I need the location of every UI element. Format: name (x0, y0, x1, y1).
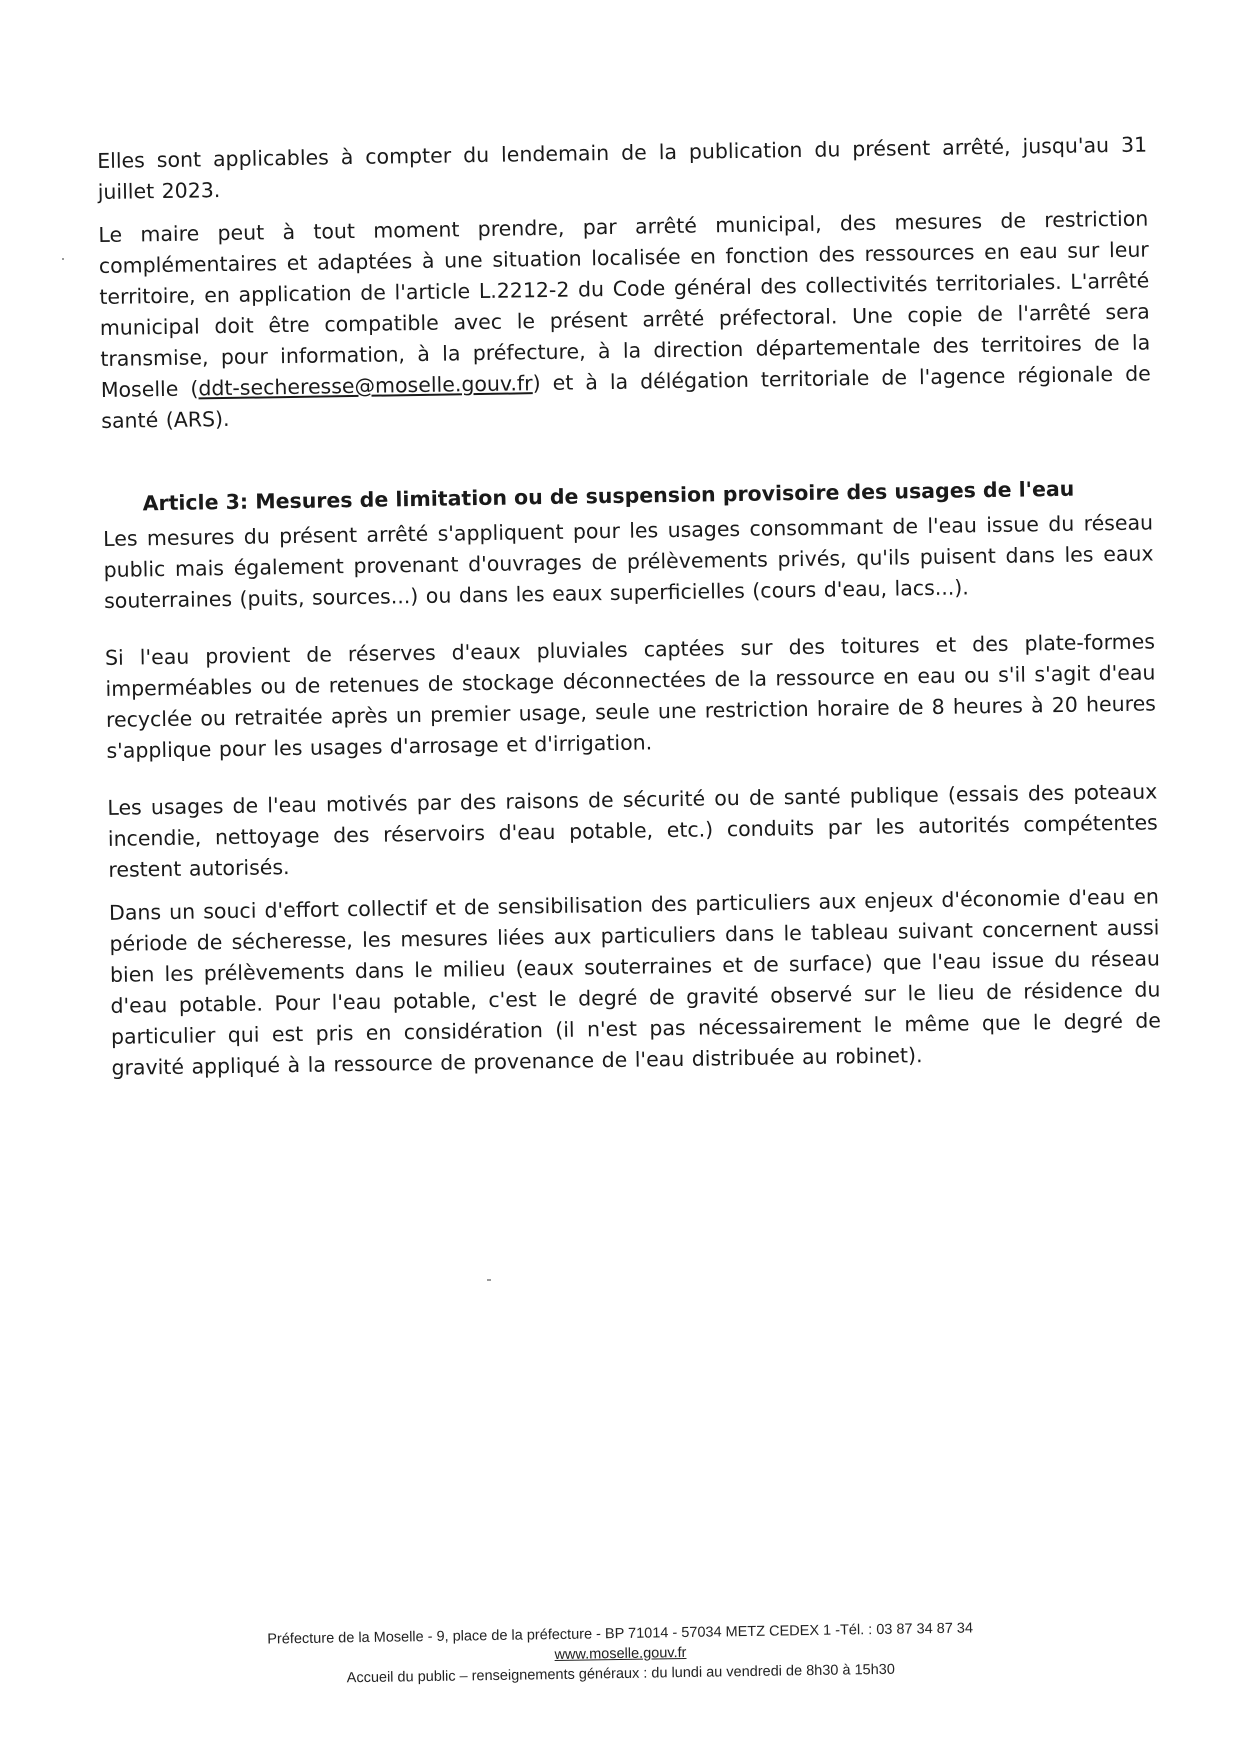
document-body (97, 130, 1162, 1096)
paragraph-public-safety: Les usages de l'eau motivés par des raisons de sécurité ou de santé publique (essais des poteaux incendie, nettoyage des réservoirs d'eau potable, etc.) conduits par les autorités compétentes restent autorisés. (107, 779, 1158, 882)
footer-address: Préfecture de la Moselle - 9, place de la préfecture - BP 71014 - 57034 METZ CEDEX 1 -Tél. : 03 87 34 87 34 (267, 1620, 974, 1648)
footer-hours: Accueil du public – renseignements généraux : du lundi au vendredi de 8h30 à 15h30 (346, 1661, 895, 1687)
article-3-heading: Article 3: Mesures de limitation ou de suspension provisoire des usages de l'eau (142, 476, 1075, 516)
paragraph-scope: Les mesures du présent arrêté s'appliquent pour les usages consommant de l'eau issue du réseau public mais également provenant d'ouvrages de prélèvements privés, qu'ils puisent dans les eaux souterraines (puits, sources...) ou dans les eaux superficielles (cours d'eau, lacs...). (102, 510, 1154, 613)
paragraph-applicability: Elles sont applicables à compter du lendemain de la publication du présent arrêté, jusqu'au 31 juillet 2023. (97, 132, 1148, 204)
paragraph-collective-effort: Dans un souci d'effort collectif et de sensibilisation des particuliers aux enjeux d'économie d'eau en période de sécheresse, les mesures liées aux particuliers dans le tableau suivant concernent aussi bien les prélèvements dans le milieu (eaux souterraines et de surface) que l'eau issue du réseau d'eau potable. Pour l'eau potable, c'est le degré de gravité observé sur le lieu de résidence du particulier qui est pris en considération (il n'est pas nécessairement le même que le degré de gravité appliqué à la ressource de provenance de l'eau distribuée au robinet). (108, 884, 1162, 1080)
paragraph-mayor-measures (98, 203, 1151, 436)
scan-speck (62, 258, 64, 260)
paragraph-rainwater: Si l'eau provient de réserves d'eaux pluviales captées sur des toitures et des plate-formes imperméables ou de retenues de stockage déconnectées de la ressource en eau ou s'il s'agit d'eau recyclée ou retraitée après un premier usage, seule une restriction horaire de 8 heures à 20 heures s'applique pour les usages d'arrosage et d'irrigation. (104, 629, 1157, 763)
scan-speck (487, 1279, 491, 1281)
paragraph-mayor-text-end: ) et à la délégation territoriale de l'agence régionale de santé (ARS). (101, 361, 1151, 433)
email-link[interactable]: ddt-secheresse@moselle.gouv.fr (198, 371, 533, 401)
footer-website-link[interactable]: www.moselle.gouv.fr (554, 1644, 687, 1664)
page-footer (180, 1617, 1061, 1691)
paragraph-mayor-text-start: Le maire peut à tout moment prendre, par arrêté municipal, des mesures de restriction complémentaires et adaptées à une situation localisée en fonction des ressources en eau sur leur territoire, en application de l'article L.2212-2 du Code général des collectivités territoriales. L'arrêté municipal doit être compatible avec le présent arrêté préfectoral. Une copie de l'arrêté sera transmise, pour information, à la préfecture, à la direction départementale des territoires de la Moselle ( (98, 206, 1151, 402)
